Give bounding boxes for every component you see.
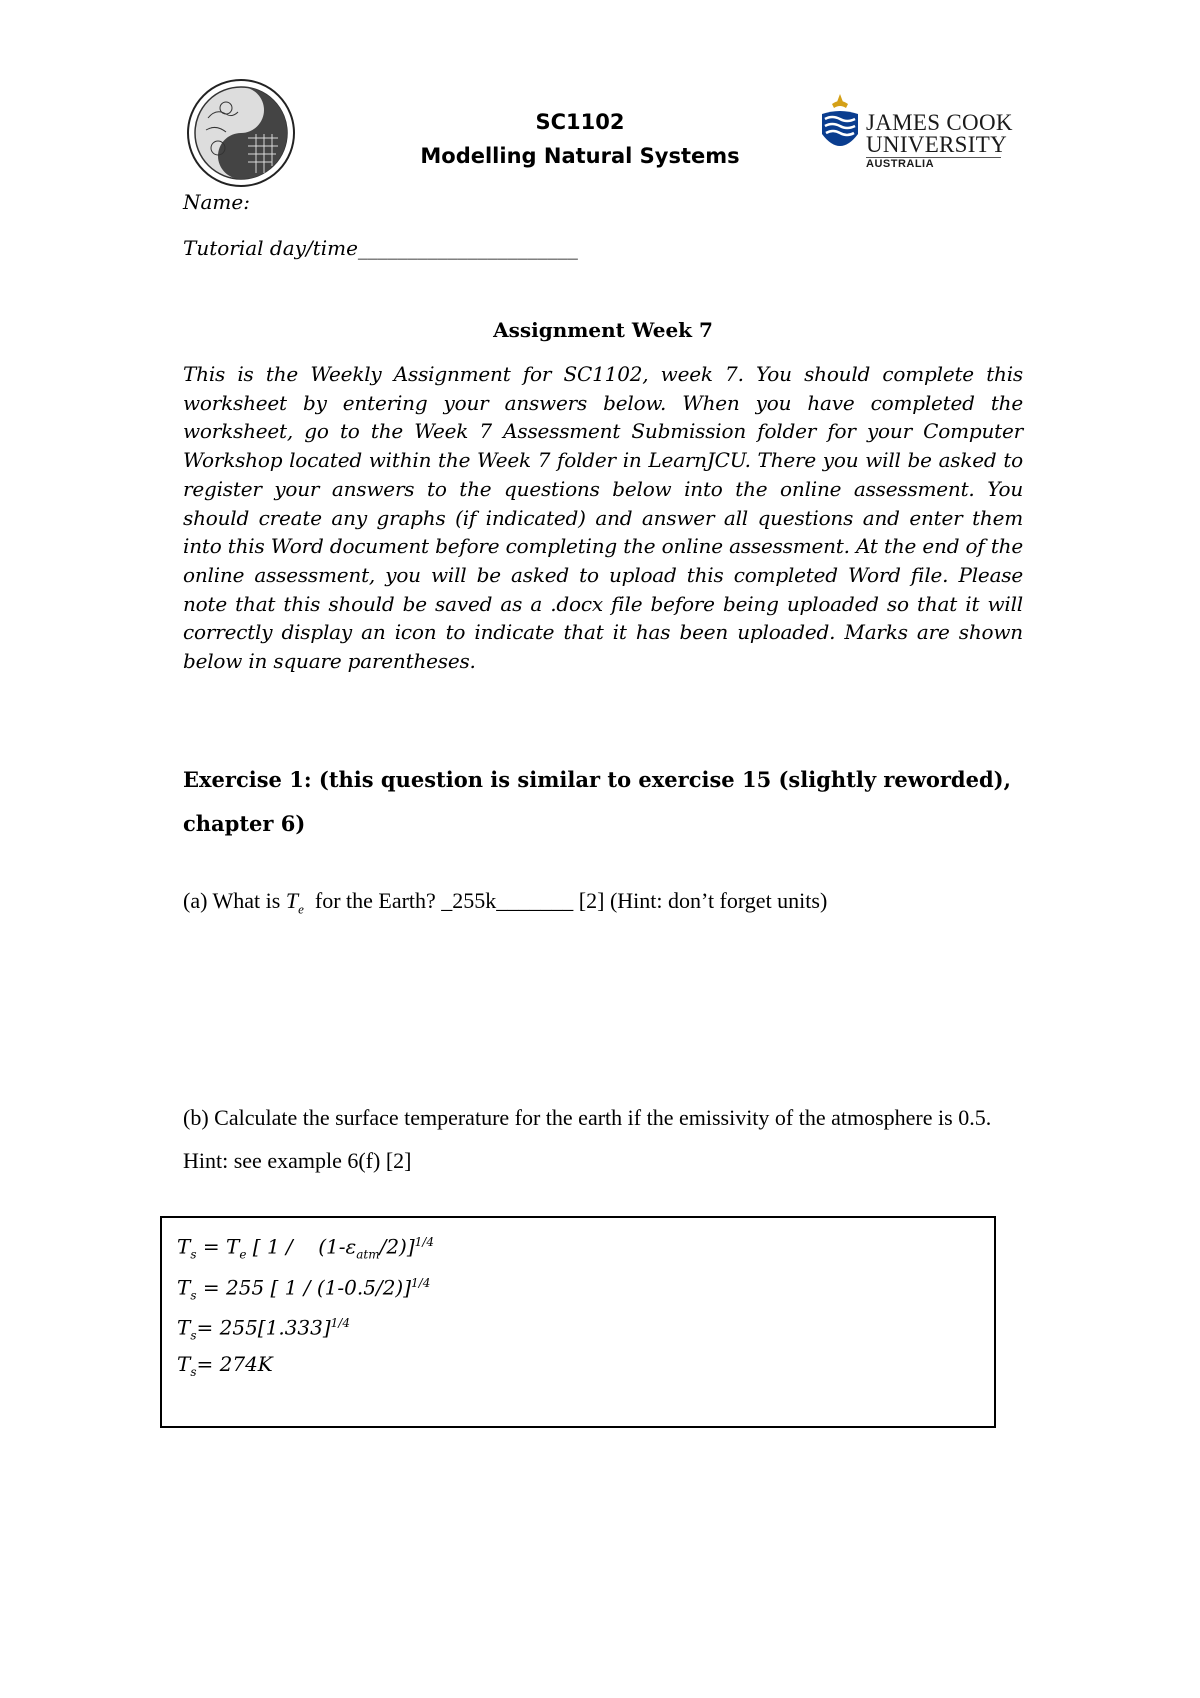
name-label: Name: — [183, 190, 250, 214]
question-a-prefix: (a) What is — [183, 888, 286, 913]
course-title: Modelling Natural Systems — [420, 144, 740, 168]
question-a — [183, 888, 827, 917]
exercise-heading-line2: chapter 6) — [183, 811, 306, 836]
te-symbol: $T_e$ — [285, 888, 304, 917]
course-seal-logo — [186, 78, 296, 188]
university-logo — [818, 92, 1013, 172]
university-name-line2: UNIVERSITY — [866, 132, 1007, 157]
university-name-line1: JAMES COOK — [866, 110, 1013, 135]
assignment-title: Assignment Week 7 — [493, 318, 713, 342]
exercise-heading — [183, 758, 1023, 846]
answer-line-4: $T_s= 274K$ — [177, 1351, 273, 1379]
assignment-intro: This is the Weekly Assignment for SC1102, week 7. You should complete this worksheet by entering your answers below. When you have completed the worksheet, go to the Week 7 Assessment Submission folder for your Computer Workshop located within the Week 7 folder in LearnJCU. There you will be asked to register your answers to the questions below into the online assessment. You should create any graphs (if indicated) and answer all questions and enter them into this Word document before completing the online assessment. At the end of the online assessment, you will be asked to upload this completed Word file. Please note that this should be saved as a .docx file before being uploaded so that it will correctly display an icon to indicate that it has been uploaded. Marks are shown below in square parentheses. — [183, 362, 1023, 674]
university-crest-icon — [818, 92, 862, 162]
course-code: SC1102 — [535, 110, 625, 134]
answer-content — [177, 1228, 434, 1386]
answer-box[interactable] — [160, 1216, 996, 1428]
university-country: AUSTRALIA — [866, 158, 935, 170]
answer-line-3: $T_s= 255[1.333]^{1/4}$ — [177, 1315, 350, 1343]
document-header — [380, 105, 780, 173]
answer-line-1: $T_s = T_e$ [ 1 / $(1-\varepsilon_{atm}/2)]^{1/4}$ — [177, 1234, 434, 1262]
answer-line-2: $T_s = 255$ [ 1 / (1-0.5/2)]$^{1/4}$ — [177, 1275, 431, 1303]
tutorial-label: Tutorial day/time______________________ — [183, 236, 578, 260]
question-b: (b) Calculate the surface temperature for the earth if the emissivity of the atmosphere is 0.5. Hint: see example 6(f) [2] — [183, 1105, 992, 1173]
exercise-heading-line1: Exercise 1: (this question is similar to exercise 15 (slightly reworded), — [183, 767, 1011, 792]
question-a-answer: for the Earth? _255k_______ [2] (Hint: don’t forget units) — [303, 888, 828, 913]
